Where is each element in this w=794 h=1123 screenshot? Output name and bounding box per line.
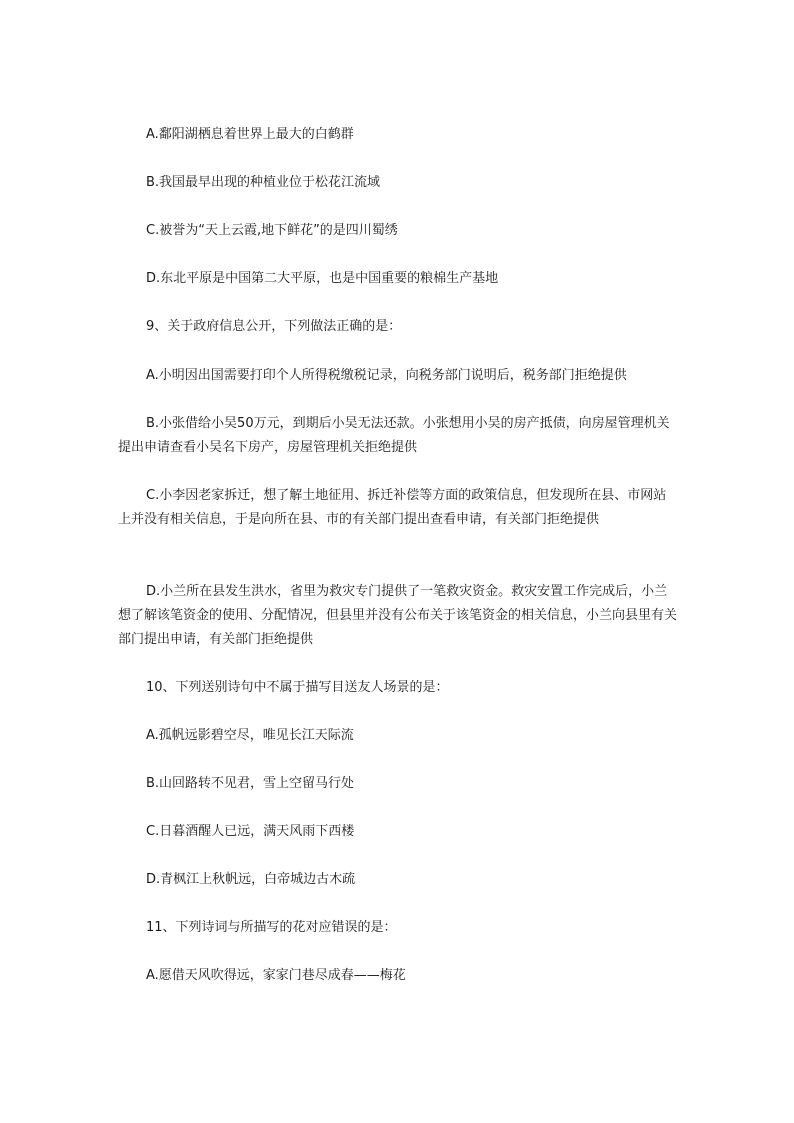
option-c-shu-embroidery: C.被誉为“天上云霞,地下鲜花”的是四川蜀绣 xyxy=(146,223,398,238)
question-10-option-a: A.孤帆远影碧空尽，唯见长江天际流 xyxy=(146,728,354,743)
question-9-option-d: D.小兰所在县发生洪水，省里为救灾专门提供了一笔救灾资金。救灾安置工作完成后，小兰想了解该笔资金的使用、分配情况，但县里并没有公布关于该笔资金的相关信息，小兰向县里有关部门提出申请，有关部门拒绝提供 xyxy=(118,584,678,647)
question-9: 9、关于政府信息公开，下列做法正确的是： xyxy=(146,319,402,334)
option-d-northeast-plain: D.东北平原是中国第二大平原，也是中国重要的粮棉生产基地 xyxy=(146,271,499,286)
question-11-option-a: A.愿借天风吹得远，家家门巷尽成春——梅花 xyxy=(146,968,406,983)
option-a-poyang-lake: A.鄱阳湖栖息着世界上最大的白鹤群 xyxy=(146,127,354,142)
question-10-option-d: D.青枫江上秋帆远，白帝城边古木疏 xyxy=(146,872,356,887)
question-10-option-b: B.山回路转不见君，雪上空留马行处 xyxy=(146,776,355,791)
question-9-option-b: B.小张借给小吴50万元，到期后小吴无法还款。小张想用小吴的房产抵债，向房屋管理机关提出申请查看小吴名下房产，房屋管理机关拒绝提供 xyxy=(118,416,670,455)
question-11: 11、下列诗词与所描写的花对应错误的是： xyxy=(146,920,397,935)
question-10-option-c: C.日暮酒醒人已远，满天风雨下西楼 xyxy=(146,824,355,839)
option-b-planting: B.我国最早出现的种植业位于松花江流域 xyxy=(146,175,381,190)
question-9-option-a: A.小明因出国需要打印个人所得税缴税记录，向税务部门说明后，税务部门拒绝提供 xyxy=(146,368,627,383)
question-10: 10、下列送别诗句中不属于描写目送友人场景的是： xyxy=(146,680,449,695)
question-9-option-c: C.小李因老家拆迁，想了解土地征用、拆迁补偿等方面的政策信息，但发现所在县、市网站上并没有相关信息，于是向所在县、市的有关部门提出查看申请，有关部门拒绝提供 xyxy=(118,488,667,527)
